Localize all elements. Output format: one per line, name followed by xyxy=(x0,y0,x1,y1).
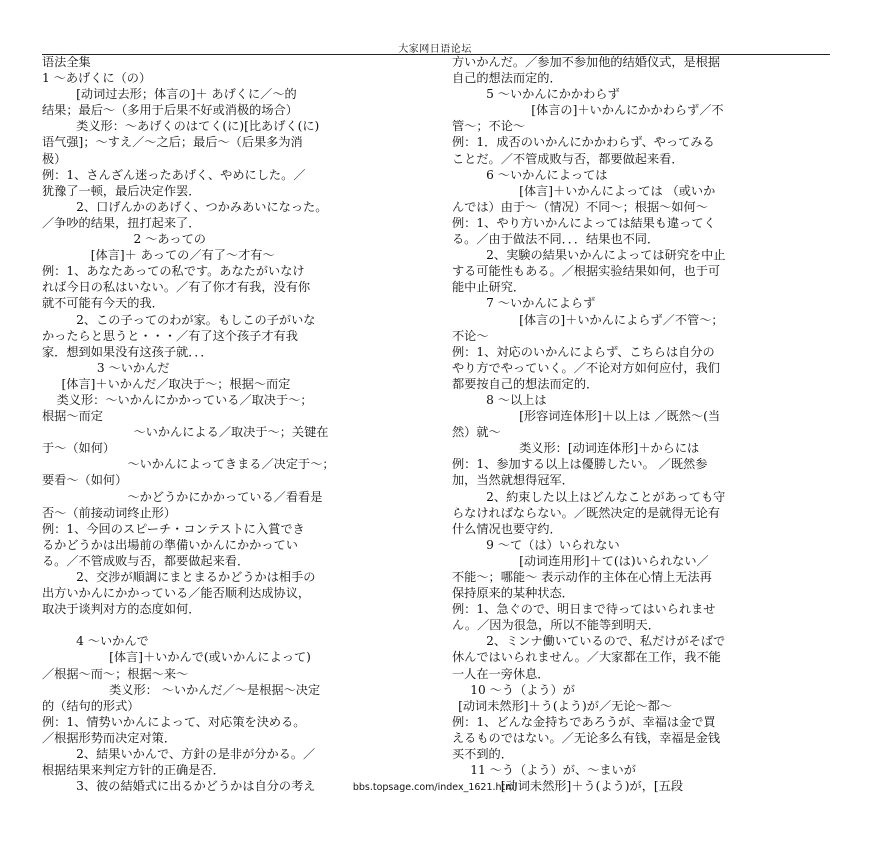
text-line: [形容词连体形]＋以上は ／既然～(当 xyxy=(519,409,721,424)
text-line: 例：1、あなたあっての私です。あなたがいなけ xyxy=(42,264,305,279)
text-line: 不论～ xyxy=(452,328,489,343)
text-line: 要看～（如何） xyxy=(42,473,128,488)
text-line: [体言]＋いかんで(或いかんによって) xyxy=(109,650,311,665)
text-line: 2、約束した以上はどんなことがあっても守 xyxy=(486,489,726,504)
text-line: ん。／因为很急，所以不能等到明天． xyxy=(452,618,660,633)
text-line: ～いかんによる／取决于～；关键在 xyxy=(133,425,329,440)
text-line: 语法全集 xyxy=(42,55,91,69)
text-line: 类义形：[动词连体形]＋からには xyxy=(519,441,700,456)
text-line: 加，当然就想得冠军． xyxy=(452,473,574,488)
text-line: 于～（如何） xyxy=(42,441,116,456)
text-line: 就不可能有今天的我． xyxy=(42,296,164,311)
text-line: る。／由于做法不同．．．结果也不同． xyxy=(452,232,660,247)
text-line: 然）就～ xyxy=(452,425,501,440)
text-line: 2、結果いかんで、方針の是非が分かる。／ xyxy=(76,747,316,762)
text-line: 例：1、情势いかんによって、对応策を決める。 xyxy=(42,714,306,729)
text-line: 2、この子ってのわが家。もしこの子がいな xyxy=(76,312,316,327)
text-line: やり方でやっていく。／不论对方如何应付，我们 xyxy=(452,360,720,375)
text-line: 例：1、やり方いかんによっては結果も違ってく xyxy=(452,215,716,230)
text-line: 否～（前接动词终止形） xyxy=(42,505,177,520)
text-line: 例：1、急ぐので、明日まで待ってはいられませ xyxy=(452,602,716,617)
text-line: 都要按自己的想法而定的． xyxy=(452,376,599,391)
text-line: [动词连用形]＋て(は)いられない／ xyxy=(519,553,709,568)
text-line: ～いかんによってきまる／决定于～； xyxy=(127,457,335,472)
text-line: 3、彼の結婚式に出るかどうかは自分の考え xyxy=(76,779,316,794)
left-text-column xyxy=(42,54,422,794)
text-line: 类义形：～あげくのはてく(に)[比あげく(に) xyxy=(76,119,320,134)
text-line: 4 ～いかんで xyxy=(76,634,149,649)
text-line: [体言]＋いかんによっては （或いか xyxy=(519,183,716,198)
text-line: る。／不管成败与否，都要做起来看． xyxy=(42,553,250,568)
text-line: ／根据形势而决定对策． xyxy=(42,730,177,745)
text-line xyxy=(42,617,422,633)
right-text-column xyxy=(452,54,832,794)
text-line: 能中止研究． xyxy=(452,280,526,295)
text-line: [动词过去形；体言の]＋ あげくに／～的 xyxy=(76,87,297,102)
text-line: ／争吵的结果，扭打起来了． xyxy=(42,215,201,230)
text-line: 不能～；哪能～ 表示动作的主体在心情上无法再 xyxy=(452,570,712,584)
text-line: 根据结果来判定方针的正确是否． xyxy=(42,763,225,778)
text-line: 类义形：～いかんにかかっている／取决于～； xyxy=(56,392,313,407)
text-line: 自己的想法而定的． xyxy=(452,71,562,86)
text-line: 结果；最后～（多用于后果不好或消极的场合） xyxy=(42,103,298,118)
text-line: 7 ～いかんによらず xyxy=(486,296,596,311)
text-line: 2 ～あっての xyxy=(133,232,206,247)
text-line: 2、実験の結果いかんによっては研究を中止 xyxy=(486,248,726,263)
text-line: 5 ～いかんにかかわらず xyxy=(486,87,620,102)
text-line: るかどうかは出場前の準備いかんにかかってい xyxy=(42,537,298,552)
text-line: 的（结句的形式） xyxy=(42,698,140,713)
text-line: 什么情况也要守约． xyxy=(452,521,562,536)
text-line: 例：1、対応のいかんによらず、こちらは自分の xyxy=(452,344,715,359)
text-line: 例：1、さんざん迷ったあげく、やめにした。／ xyxy=(42,167,306,182)
text-line: 6 ～いかんによっては xyxy=(486,167,608,182)
text-line: 例：1、参加する以上は優勝したい。 ／既然参 xyxy=(452,457,708,472)
text-line: 取决于谈判对方的态度如何． xyxy=(42,602,201,617)
text-line: ～かどうかにかかっている／看看是 xyxy=(127,489,323,504)
text-line: んでは）由于～（情况）不同～；根据～如何～ xyxy=(452,199,708,214)
text-line: ／根据～而～；根据～来～ xyxy=(42,666,189,681)
text-line: 一人在一旁休息． xyxy=(452,666,550,681)
page-header: 大家网日语论坛 xyxy=(398,44,472,55)
text-line: 方いかんだ。／参加不参加他的结婚仪式，是根据 xyxy=(452,55,721,69)
text-line: [体言]＋ あっての／有了～才有～ xyxy=(90,248,275,263)
text-line: 2、ミンナ働いているので、私だけがそばで xyxy=(486,634,726,649)
text-line: ことだ。／不管成败与否，都要做起来看． xyxy=(452,151,684,166)
text-line: れば今日の私はいない。／有了你才有我，没有你 xyxy=(42,280,311,295)
text-line: 管～；不论～ xyxy=(452,119,526,134)
text-line: [体言の]＋いかんにかかわらず／不 xyxy=(531,103,724,118)
text-line: 8 ～以上は xyxy=(486,392,547,407)
text-line: 类义形： ～いかんだ／～是根据～决定 xyxy=(109,682,321,697)
text-line: 保持原来的某种状态． xyxy=(452,586,574,601)
text-line: 休んではいられません。／大家都在工作，我不能 xyxy=(452,650,721,665)
text-line: [体言]＋いかんだ／取决于～；根据～而定 xyxy=(61,376,291,391)
text-line: えるものではない。／无论多么有钱，幸福是金钱 xyxy=(452,730,721,745)
text-line: 2、交涉が順調にまとまるかどうかは相手の xyxy=(76,570,316,584)
text-line: [动词未然形]＋う(よう)が／无论～都～ xyxy=(458,698,673,713)
text-line: 2、口げんかのあげく、つかみあいになった。 xyxy=(76,199,328,214)
text-line: 语气强]；～すえ／～之后；最后～（后果多为消 xyxy=(42,135,303,150)
text-line: 买不到的． xyxy=(452,747,513,762)
page-footer-url: bbs.topsage.com/index_1621.html xyxy=(352,782,518,793)
text-line: 例：1、今回のスピーチ・コンテストに入賞でき xyxy=(42,521,305,536)
text-line: [体言の]＋いかんによらず／不管～； xyxy=(519,312,724,327)
text-line: 9 ～て（は）いられない xyxy=(486,537,620,552)
text-line: 例：1、どんな金持ちであろうが、幸福は金で買 xyxy=(452,714,716,729)
text-line: 例：1．成否のいかんにかかわらず、やってみる xyxy=(452,135,715,150)
text-line: 3 ～いかんだ xyxy=(96,360,170,375)
text-line: 犹豫了一顿，最后决定作罢． xyxy=(42,183,201,198)
text-line: 根据～而定 xyxy=(42,409,103,424)
text-line: 极） xyxy=(42,151,67,166)
text-line: [动词未然形]＋う(よう)が，[五段 xyxy=(500,779,684,794)
text-line: 10 ～う（よう）が xyxy=(470,682,575,697)
text-line: らなければならない。／既然决定的是就得无论有 xyxy=(452,505,721,520)
text-line: 出方いかんにかかっている／能否顺利达成协议， xyxy=(42,586,311,601)
text-line: する可能性もある。／根据实验结果如何，也于可 xyxy=(452,264,721,279)
text-line: 1 ～あげくに（の） xyxy=(42,71,152,86)
text-line: かったらと思うと・・・／有了这个孩子才有我 xyxy=(42,328,298,343)
text-line: 11 ～う（よう）が、～まいが xyxy=(470,763,636,778)
text-line: 家．想到如果没有这孩子就．．． xyxy=(42,344,213,359)
